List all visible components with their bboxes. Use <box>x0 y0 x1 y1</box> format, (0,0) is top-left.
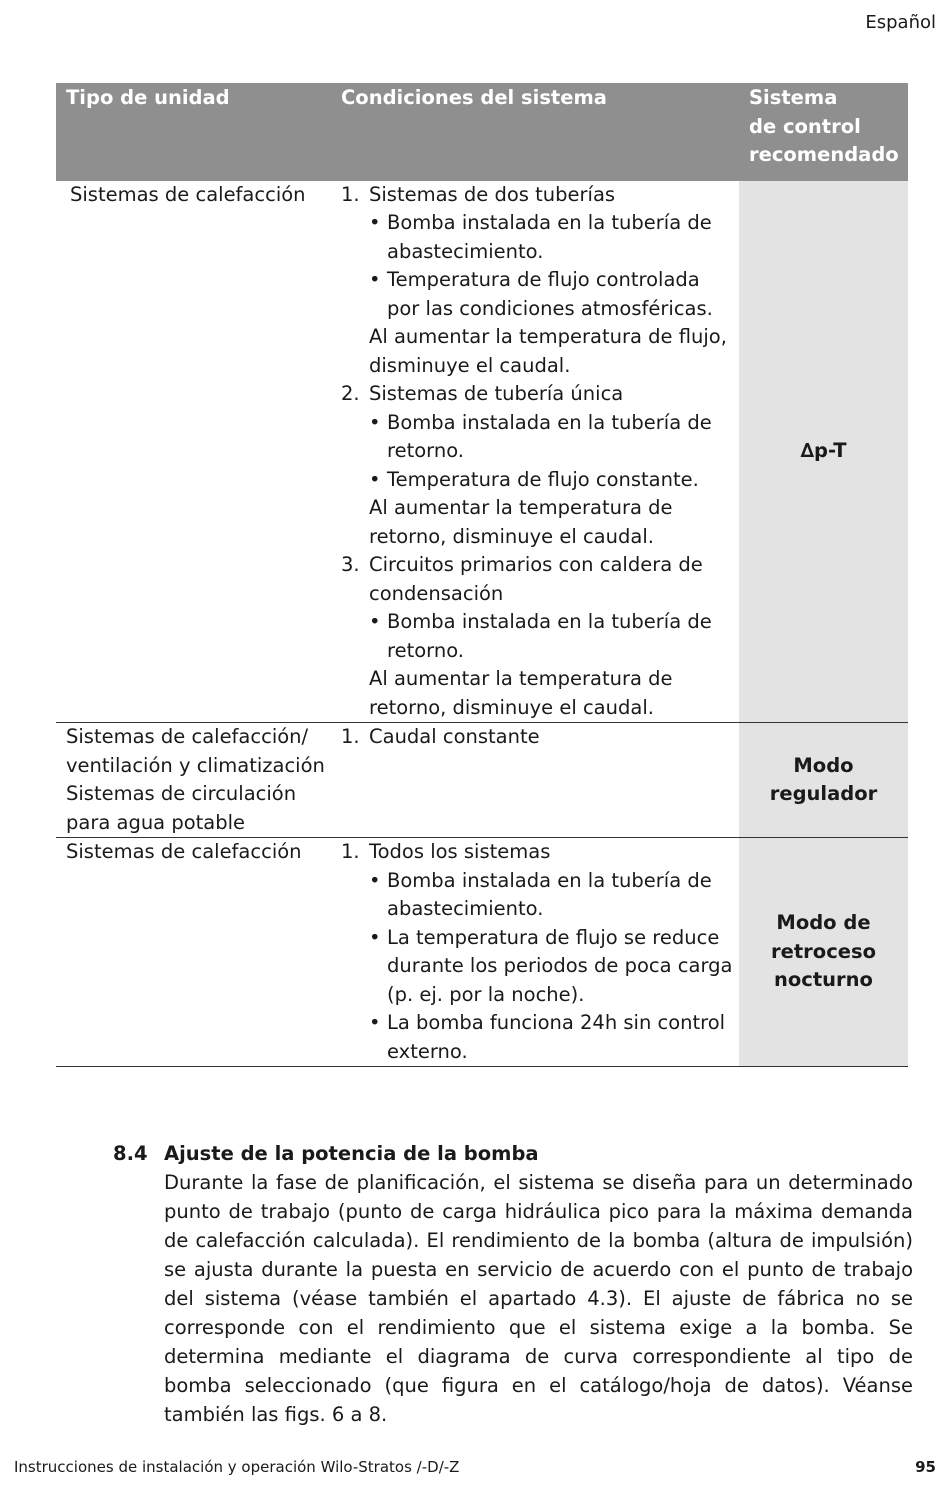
condition-number: 1. <box>341 840 360 863</box>
bullet-icon: • <box>369 410 381 434</box>
control-system-cell: Modo regulador <box>739 723 908 838</box>
table-row <box>56 181 908 723</box>
bullet-text: Bomba instalada en la tubería de retorno. <box>387 410 712 462</box>
unit-type-line: Sistemas de calefacción/ <box>66 725 309 748</box>
bullet-icon: • <box>369 211 381 234</box>
bullet-text: Bomba instalada en la tubería de abastecimiento. <box>387 211 712 263</box>
bullet-icon: • <box>369 610 381 633</box>
condition-item <box>341 723 733 752</box>
unit-type-line: Sistemas de calefacción <box>70 182 306 206</box>
condition-number: 2. <box>341 382 360 405</box>
condition-item <box>341 181 733 381</box>
column-header-conditions: Condiciones del sistema <box>331 83 739 181</box>
unit-type-line: Sistemas de calefacción <box>66 840 302 863</box>
bullet-text: Bomba instalada en la tubería de retorno. <box>387 610 712 662</box>
condition-note: Al aumentar la temperatura de retorno, disminuye el caudal. <box>369 667 673 719</box>
condition-number: 3. <box>341 553 360 576</box>
bullet-text: Temperatura de flujo constante. <box>387 467 699 491</box>
condition-title: Sistemas de tubería única <box>369 382 624 405</box>
bullet-item <box>369 608 733 665</box>
bullet-icon: • <box>369 868 381 892</box>
control-system-cell: Modo de retroceso nocturno <box>739 838 908 1067</box>
bullet-icon: • <box>369 925 381 949</box>
bullet-item <box>369 867 733 924</box>
condition-note: Al aumentar la temperatura de flujo, disminuye el caudal. <box>369 325 727 377</box>
condition-title: Todos los sistemas <box>369 840 551 863</box>
column-header-control-system: Sistema de control recomendado <box>739 83 908 181</box>
section-heading <box>113 1139 913 1168</box>
bullet-text: Temperatura de flujo controlada por las condiciones atmosféricas. <box>387 268 713 320</box>
unit-type-cell <box>56 723 331 838</box>
unit-type-cell <box>56 838 331 1067</box>
bullet-item <box>369 209 733 266</box>
bullet-text: La bomba funciona 24h sin control externo. <box>387 1011 726 1063</box>
bullet-item <box>369 266 733 323</box>
condition-item <box>341 380 733 551</box>
condition-title: Sistemas de dos tuberías <box>369 182 616 206</box>
condition-item <box>341 838 733 1066</box>
bullet-text: Bomba instalada en la tubería de abastecimiento. <box>387 868 712 920</box>
bullet-item <box>369 466 733 495</box>
unit-type-line: Sistemas de circulación <box>66 782 297 805</box>
bullet-icon: • <box>369 268 381 291</box>
control-mode-table <box>56 83 908 1067</box>
condition-note: Al aumentar la temperatura de retorno, disminuye el caudal. <box>369 496 673 548</box>
page-footer <box>14 1458 936 1476</box>
unit-type-cell <box>56 181 331 723</box>
condition-title: Caudal constante <box>369 725 540 748</box>
column-header-unit-type: Tipo de unidad <box>56 83 331 181</box>
condition-item <box>341 551 733 722</box>
condition-title: Circuitos primarios con caldera de condensación <box>369 553 703 605</box>
table-row <box>56 838 908 1067</box>
conditions-cell <box>331 723 739 838</box>
unit-type-line: para agua potable <box>66 810 246 834</box>
conditions-cell <box>331 838 739 1067</box>
page-number: 95 <box>915 1458 936 1476</box>
table-row <box>56 723 908 838</box>
language-label: Español <box>865 12 936 33</box>
section-body: Durante la fase de planificación, el sistema se diseña para un determinado punto de trabajo (punto de carga hidráulica pico para la máxima demanda de calefacción calculada). El rendimiento de la bomba (altura de impulsión) se ajusta durante la puesta en servicio de acuerdo con el punto de trabajo del sistema (véase también el apartado 4.3). El ajuste de fábrica no se corresponde con el rendimiento que el sistema exige a la bomba. Se determina mediante el diagrama de curva correspondiente al tipo de bomba seleccionado (que figura en el catálogo/hoja de datos). Véanse también las figs. 6 a 8. <box>164 1171 913 1426</box>
condition-number: 1. <box>341 182 360 206</box>
section-8-4 <box>113 1139 913 1429</box>
bullet-icon: • <box>369 467 381 491</box>
bullet-item <box>369 409 733 466</box>
section-number: 8.4 <box>113 1142 148 1165</box>
unit-type-line: ventilación y climatización <box>66 753 325 777</box>
control-system-cell: ∆p-T <box>739 181 908 723</box>
bullet-text: La temperatura de flujo se reduce durante los periodos de poca carga (p. ej. por la noche). <box>387 925 733 1006</box>
section-title: Ajuste de la potencia de la bomba <box>164 1142 539 1165</box>
conditions-cell <box>331 181 739 723</box>
bullet-item <box>369 924 733 1010</box>
bullet-item <box>369 1009 733 1066</box>
footer-document-title: Instrucciones de instalación y operación Wilo-Stratos /-D/-Z <box>14 1458 460 1476</box>
table-header-row <box>56 83 908 181</box>
bullet-icon: • <box>369 1011 381 1034</box>
condition-number: 1. <box>341 725 360 748</box>
